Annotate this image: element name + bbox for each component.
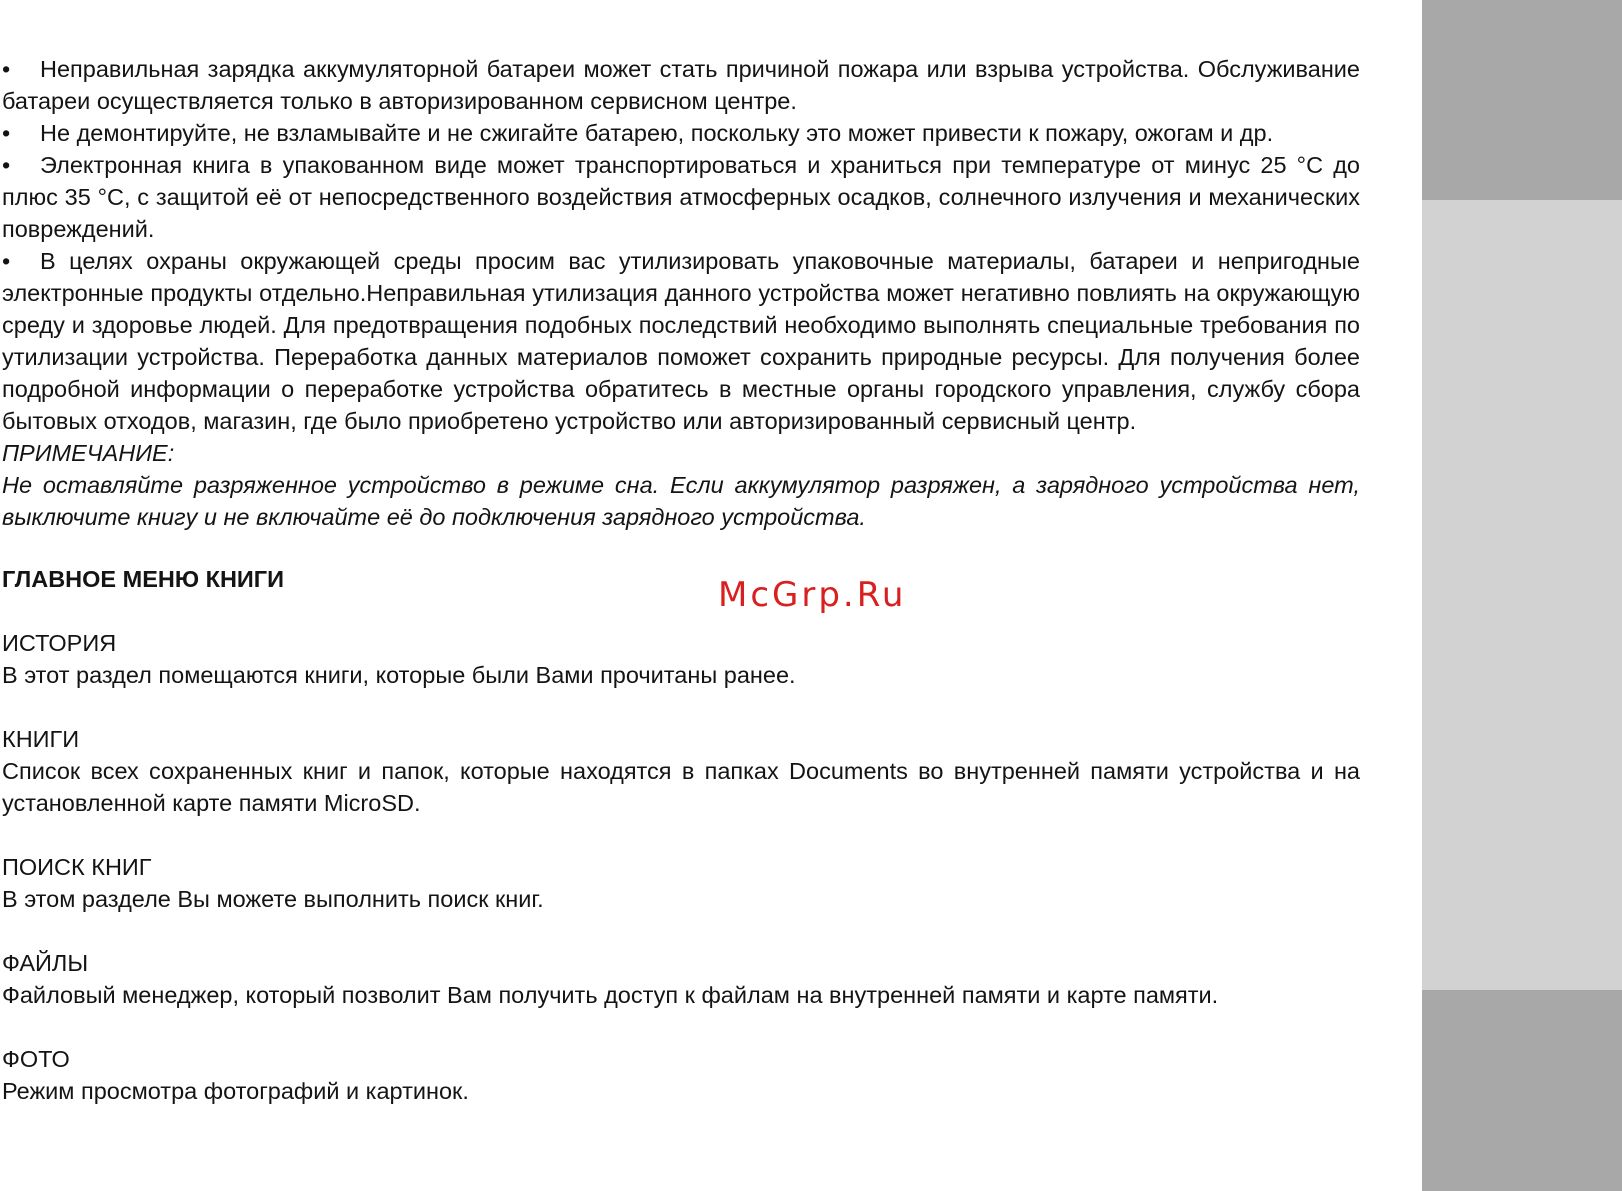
note-body: Не оставляйте разряженное устройство в режиме сна. Если аккумулятор разряжен, а зарядного устройства нет, выключите книгу и не включайте её до подключения зарядного устройства. [2, 472, 1360, 530]
menu-section-book-search [2, 851, 1360, 915]
menu-section-description: Файловый менеджер, который позволит Вам получить доступ к файлам на внутренней памяти и карте памяти. [2, 982, 1219, 1008]
bullet-text: Неправильная зарядка аккумуляторной батареи может стать причиной пожара или взрыва устройства. Обслуживание батареи осуществляется только в авторизированном сервисном центре. [2, 56, 1360, 114]
bullet-paragraph-battery-charging [2, 53, 1360, 117]
menu-section-books [2, 723, 1360, 819]
menu-section-description: Режим просмотра фотографий и картинок. [2, 1078, 469, 1104]
bullet-paragraph-battery-disassembly [2, 117, 1360, 149]
side-bar-bottom-block [1422, 990, 1622, 1191]
menu-section-description: В этом разделе Вы можете выполнить поиск книг. [2, 886, 544, 912]
bullet-text: Не демонтируйте, не взламывайте и не сжигайте батарею, поскольку это может привести к пожару, ожогам и др. [40, 120, 1274, 146]
menu-section-title: ФОТО [2, 1046, 70, 1072]
main-menu-heading: ГЛАВНОЕ МЕНЮ КНИГИ [2, 566, 285, 592]
menu-section-title: ФАЙЛЫ [2, 950, 89, 976]
bullet-marker: • [2, 120, 11, 146]
bullet-marker: • [2, 248, 11, 274]
watermark-logo: McGrp.Ru [718, 575, 907, 615]
menu-section-title: КНИГИ [2, 726, 80, 752]
bullet-paragraph-storage-temperature [2, 149, 1360, 245]
document-content [2, 53, 1360, 1107]
bullet-text: В целях охраны окружающей среды просим вас утилизировать упаковочные материалы, батареи и непригодные электронные продукты отдельно.Неправильная утилизация данного устройства может негативно повлиять на окружающую среду и здоровье людей. Для предотвращения подобных последствий необходимо выполнять специальные требования по утилизации устройства. Переработка данных материалов поможет сохранить природные ресурсы. Для получения более подробной информации о переработке устройства обратитесь в местные органы городского управления, службу сбора бытовых отходов, магазин, где было приобретено устройство или авторизированный сервисный центр. [2, 248, 1360, 434]
note-title: ПРИМЕЧАНИЕ: [2, 440, 175, 466]
bullet-marker: • [2, 56, 11, 82]
side-color-bar [1422, 0, 1622, 1191]
bullet-marker: • [2, 152, 11, 178]
menu-section-title: ПОИСК КНИГ [2, 854, 152, 880]
menu-section-description: В этот раздел помещаются книги, которые были Вами прочитаны ранее. [2, 662, 796, 688]
side-bar-top-block [1422, 0, 1622, 200]
bullet-paragraph-recycling [2, 245, 1360, 437]
menu-section-history [2, 627, 1360, 691]
menu-section-files [2, 947, 1360, 1011]
side-bar-middle-block [1422, 200, 1622, 990]
menu-section-photo [2, 1043, 1360, 1107]
menu-section-description: Список всех сохраненных книг и папок, которые находятся в папках Documents во внутренней памяти устройства и на установленной карте памяти MicroSD. [2, 758, 1360, 816]
menu-section-title: ИСТОРИЯ [2, 630, 117, 656]
bullet-text: Электронная книга в упакованном виде может транспортироваться и храниться при температуре от минус 25 °С до плюс 35 °С, с защитой её от непосредственного воздействия атмосферных осадков, солнечного излучения и механических повреждений. [2, 152, 1360, 242]
